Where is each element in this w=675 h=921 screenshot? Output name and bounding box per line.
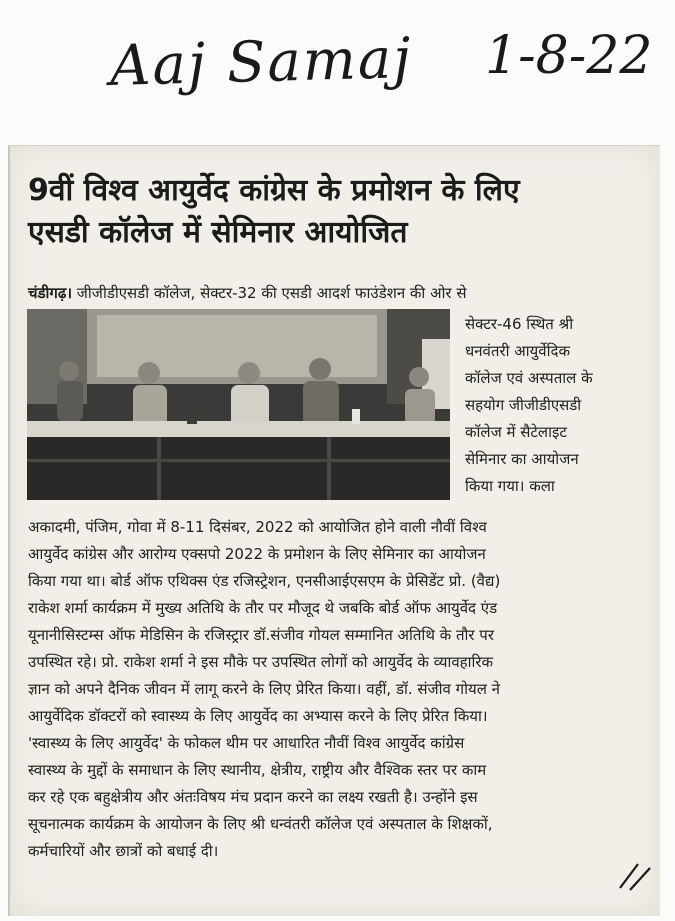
body-line: आयुर्वेद कांग्रेस और आरोग्य एक्सपो 2022 के प्रमोशन के लिए सेमिनार का आयोजन [28,545,486,563]
handwritten-annotation [70,8,670,118]
newspaper-clipping [8,145,660,916]
first-line [28,283,466,303]
headline-line-2: एसडी कॉलेज में सेमिनार आयोजित [28,215,408,250]
body-line: किया गया था। बोर्ड ऑफ एथिक्स एंड रजिस्ट्रेशन, एनसीआईएसएम के प्रेसिडेंट प्रो. (वैद्य) [28,572,501,590]
photo-illustration [27,309,450,500]
event-photo [27,309,450,500]
body-line: आयुर्वेदिक डॉक्टरों को स्वास्थ्य के लिए आयुर्वेद का अभ्यास करने के लिए प्रेरित किया। [28,707,488,725]
headline [28,170,650,254]
dateline: चंडीगढ़। [28,284,73,302]
pen-tick-mark-icon [616,858,656,894]
body-line: स्वास्थ्य के मुद्दों के समाधान के लिए स्थानीय, क्षेत्रीय, राष्ट्रीय और वैश्विक स्तर पर काम [28,761,487,779]
first-line-text: जीजीडीएसडी कॉलेज, सेक्टर-32 की एसडी आदर्श फाउंडेशन की ओर से [76,284,467,302]
side-line: कॉलेज में सैटेलाइट [465,423,567,441]
body-line: कर रहे एक बहुक्षेत्रीय और अंतःविषय मंच प्रदान करने का लक्ष्य रखती है। उन्होंने इस [28,788,478,806]
side-line: सहयोग जीजीडीएसडी [465,396,582,414]
clipping-date: 1-8-22 [485,26,653,86]
publication-name: Aaj Samaj [109,26,414,99]
body-line: अकादमी, पंजिम, गोवा में 8-11 दिसंबर, 2022 को आयोजित होने वाली नौवीं विश्व [28,518,487,536]
side-line: किया गया। कला [465,477,555,495]
body-line: राकेश शर्मा कार्यक्रम में मुख्य अतिथि के तौर पर मौजूद थे जबकि बोर्ड ऑफ आयुर्वेद एंड [28,599,498,617]
body-line: उपस्थित रहे। प्रो. राकेश शर्मा ने इस मौके पर उपस्थित लोगों को आयुर्वेद के व्यावहारिक [28,653,494,671]
side-line: सेक्टर-46 स्थित श्री [465,315,574,333]
body-line: ज्ञान को अपने दैनिक जीवन में लागू करने के लिए प्रेरित किया। वहीं, डॉ. संजीव गोयल ने [28,680,500,698]
headline-line-1: 9वीं विश्व आयुर्वेद कांग्रेस के प्रमोशन के लिए [28,173,520,208]
body-line: कर्मचारियों और छात्रों को बधाई दी। [28,842,219,860]
side-line: सेमिनार का आयोजन [465,450,579,468]
body-line: सूचनात्मक कार्यक्रम के आयोजन के लिए श्री धन्वंतरी कॉलेज एवं अस्पताल के शिक्षकों, [28,815,493,833]
side-line: धनवंतरी आयुर्वेदिक [465,342,570,360]
body-line: 'स्वास्थ्य के लिए आयुर्वेद' के फोकल थीम पर आधारित नौवीं विश्व आयुर्वेद कांग्रेस [28,734,465,752]
body-line: यूनानीसिस्टम्स ऑफ मेडिसिन के रजिस्ट्रार डॉ.संजीव गोयल सम्मानित अतिथि के तौर पर [28,626,494,644]
side-line: कॉलेज एवं अस्पताल के [465,369,593,387]
